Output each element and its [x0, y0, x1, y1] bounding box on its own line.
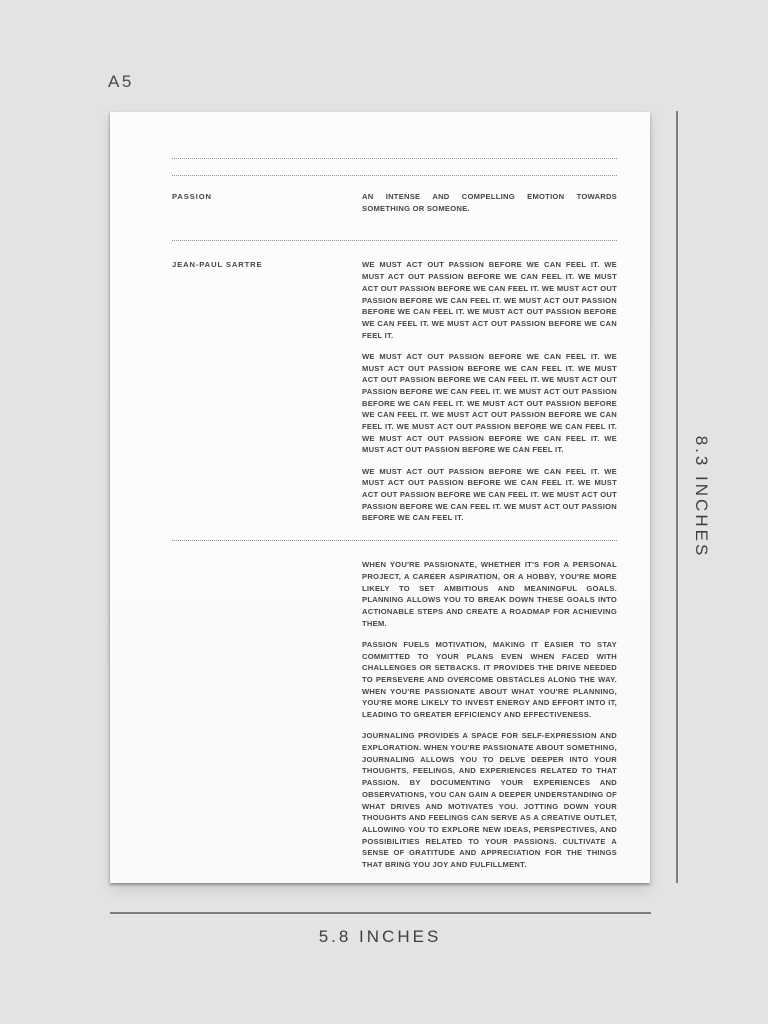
quote-paragraphs	[362, 259, 617, 524]
quote-author-label: JEAN-PAUL SARTRE	[172, 260, 263, 270]
paragraph: JOURNALING PROVIDES A SPACE FOR SELF-EXPRESSION AND EXPLORATION. WHEN YOU'RE PASSIONATE ABOUT SOMETHING, JOURNALING ALLOWS YOU TO DELVE DEEPER INTO YOUR THOUGHTS, FEELINGS, AND EXPERIENCES RELATED TO THAT PASSION. BY DOCUMENTING YOUR EXPERIENCES AND OBSERVATIONS, YOU CAN GAIN A DEEPER UNDERSTANDING OF WHAT DRIVES AND MOTIVATES YOU. JOTTING DOWN YOUR THOUGHTS AND FEELINGS CAN SERVE AS A CREATIVE OUTLET, ALLOWING YOU TO EXPLORE NEW IDEAS, PERSPECTIVES, AND POSSIBILITIES RELATED TO YOUR PASSIONS. CULTIVATE A SENSE OF GRATITUDE AND APPRECIATION FOR THE THINGS THAT BRING YOU JOY AND FULFILLMENT.	[362, 731, 617, 870]
format-label: A5	[108, 72, 134, 91]
dotted-divider	[172, 175, 617, 176]
height-ruler-line	[676, 111, 678, 883]
notes-row	[172, 559, 617, 871]
paragraph: WE MUST ACT OUT PASSION BEFORE WE CAN FEEL IT. WE MUST ACT OUT PASSION BEFORE WE CAN FEEL IT. WE MUST ACT OUT PASSION BEFORE WE CAN FEEL IT. WE MUST ACT OUT PASSION BEFORE WE CAN FEEL IT. WE MUST ACT OUT PASSION BEFORE WE CAN FEEL IT. WE MUST ACT OUT PASSION BEFORE WE CAN FEEL IT. WE MUST ACT OUT PASSION BEFORE WE CAN FEEL IT.	[362, 260, 617, 340]
height-dimension-label: 8.3 INCHES	[692, 435, 711, 559]
journal-page	[110, 112, 650, 883]
definition-row	[172, 191, 617, 214]
word-definition: AN INTENSE AND COMPELLING EMOTION TOWARDS SOMETHING OR SOMEONE.	[362, 192, 617, 213]
quote-row	[172, 259, 617, 524]
paragraph: WE MUST ACT OUT PASSION BEFORE WE CAN FEEL IT. WE MUST ACT OUT PASSION BEFORE WE CAN FEEL IT. WE MUST ACT OUT PASSION BEFORE WE CAN FEEL IT. WE MUST ACT OUT PASSION BEFORE WE CAN FEEL IT. WE MUST ACT OUT PASSION BEFORE WE CAN FEEL IT.	[362, 466, 617, 523]
paragraph: WE MUST ACT OUT PASSION BEFORE WE CAN FEEL IT. WE MUST ACT OUT PASSION BEFORE WE CAN FEEL IT. WE MUST ACT OUT PASSION BEFORE WE CAN FEEL IT. WE MUST ACT OUT PASSION BEFORE WE CAN FEEL IT. WE MUST ACT OUT PASSION BEFORE WE CAN FEEL IT. WE MUST ACT OUT PASSION BEFORE WE CAN FEEL IT. WE MUST ACT OUT PASSION BEFORE WE CAN FEEL IT. WE MUST ACT OUT PASSION BEFORE WE CAN FEEL IT. WE MUST ACT OUT PASSION BEFORE WE CAN FEEL IT. WE MUST ACT OUT PASSION BEFORE WE CAN FEEL IT.	[362, 351, 617, 455]
page-content	[172, 158, 617, 871]
paragraph: PASSION FUELS MOTIVATION, MAKING IT EASIER TO STAY COMMITTED TO YOUR PLANS EVEN WHEN FACED WITH CHALLENGES OR SETBACKS. IT PROVIDES THE DRIVE NEEDED TO PERSEVERE AND OVERCOME OBSTACLES ALONG THE WAY. WHEN YOU'RE PASSIONATE ABOUT WHAT YOU'RE PLANNING, YOU'RE MORE LIKELY TO INVEST ENERGY AND EFFORT INTO IT, LEADING TO GREATER EFFICIENCY AND EFFECTIVENESS.	[362, 639, 617, 720]
dotted-divider	[172, 540, 617, 541]
dotted-divider	[172, 240, 617, 241]
width-dimension-label: 5.8 INCHES	[318, 927, 442, 946]
notes-paragraphs	[362, 559, 617, 871]
word-label: PASSION	[172, 192, 212, 201]
width-ruler-line	[110, 912, 651, 914]
paragraph: WHEN YOU'RE PASSIONATE, WHETHER IT'S FOR A PERSONAL PROJECT, A CAREER ASPIRATION, OR A HOBBY, YOU'RE MORE LIKELY TO SET AMBITIOUS AND MEANINGFUL GOALS. PLANNING ALLOWS YOU TO BREAK DOWN THESE GOALS INTO ACTIONABLE STEPS AND CREATE A ROADMAP FOR ACHIEVING THEM.	[362, 560, 617, 628]
dotted-divider	[172, 158, 617, 159]
